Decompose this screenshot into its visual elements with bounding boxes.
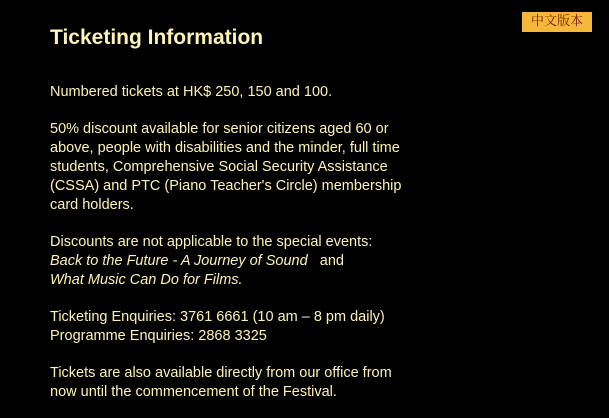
price-text: Numbered tickets at HK$ 250, 150 and 100. xyxy=(50,84,333,100)
exclusion-intro: Discounts are not applicable to the special events: xyxy=(50,234,373,250)
discount-line: 50% discount available for senior citizens aged 60 or xyxy=(50,121,389,137)
discount-line: card holders. xyxy=(50,197,134,213)
discount-paragraph xyxy=(50,120,440,215)
exclusion-conjunction: and xyxy=(319,253,344,269)
price-paragraph xyxy=(50,83,440,102)
discount-line: (CSSA) and PTC (Piano Teacher's Circle) membership xyxy=(50,178,402,194)
page-title: Ticketing Information xyxy=(50,26,264,49)
enquiries-paragraph xyxy=(50,308,440,346)
event-title-what-music: What Music Can Do for Films. xyxy=(50,272,243,288)
exclusion-event-line xyxy=(50,252,440,271)
language-toggle-button[interactable]: 中文版本 xyxy=(522,12,592,32)
discount-line: students, Comprehensive Social Security Assistance xyxy=(50,159,388,175)
office-line: Tickets are also available directly from our office from xyxy=(50,365,392,381)
ticketing-enquiries: Ticketing Enquiries: 3761 6661 (10 am – 8 pm daily) xyxy=(50,309,385,325)
office-paragraph xyxy=(50,364,440,402)
exclusion-paragraph xyxy=(50,233,440,290)
discount-line: above, people with disabilities and the minder, full time xyxy=(50,140,400,156)
event-title-back-to-the-future: Back to the Future - A Journey of Sound xyxy=(50,253,308,269)
office-line: now until the commencement of the Festival. xyxy=(50,384,337,400)
ticketing-content xyxy=(50,83,440,402)
programme-enquiries: Programme Enquiries: 2868 3325 xyxy=(50,328,267,344)
